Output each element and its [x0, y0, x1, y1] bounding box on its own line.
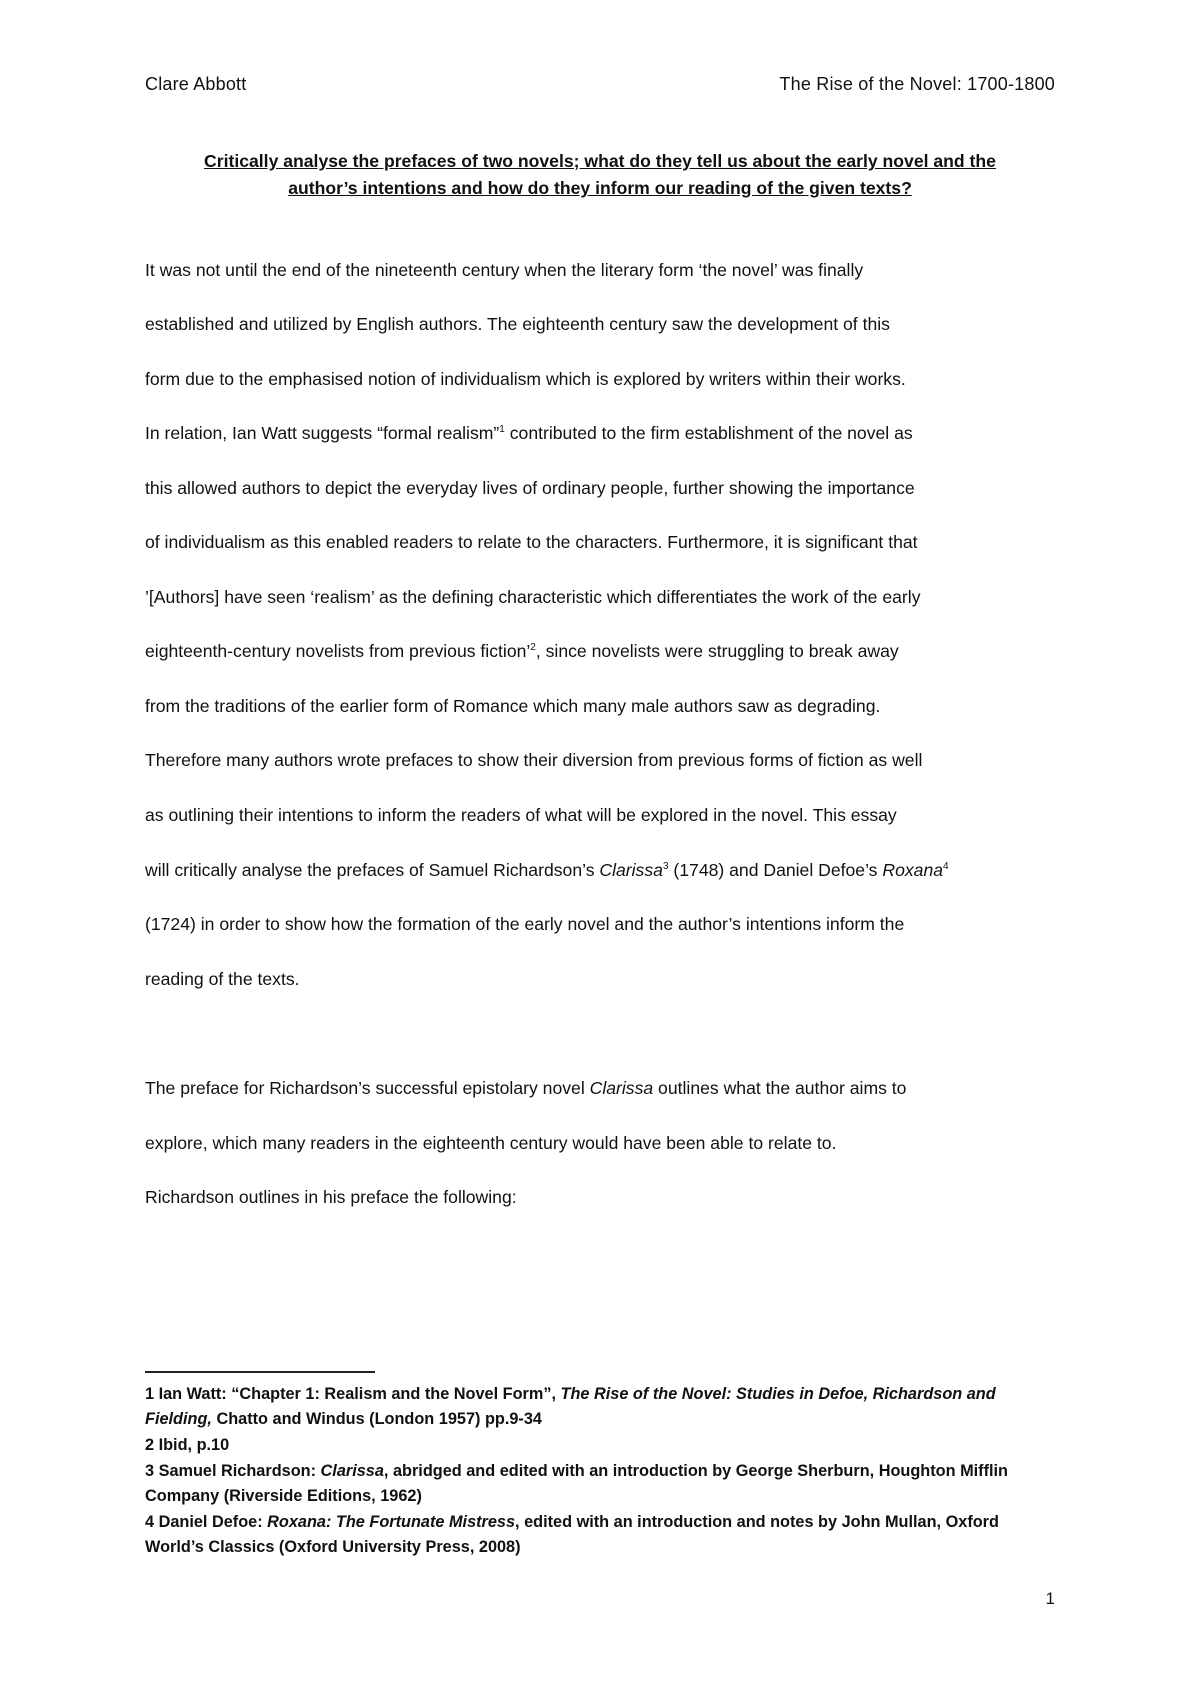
header-course-title: The Rise of the Novel: 1700-1800: [779, 74, 1055, 94]
para2-line-1: [145, 1076, 1065, 1100]
para1-line-8: [145, 639, 1065, 663]
footnote-3-text-a: 3 Samuel Richardson:: [145, 1462, 321, 1480]
para1-line-8-text-a: eighteenth-century novelists from previous fiction’: [145, 641, 531, 661]
para1-line-2: established and utilized by English authors. The eighteenth century saw the development of this: [145, 314, 890, 334]
footnote-4-book-title: Roxana: The Fortunate Mistress: [267, 1513, 516, 1531]
para1-line-12-text-a: will critically analyse the prefaces of Samuel Richardson’s: [145, 860, 600, 880]
footnote-1-line-1: [145, 1383, 1065, 1405]
footnote-4-text-b: , edited with an introduction and notes by John Mullan, Oxford: [515, 1513, 999, 1531]
para2-line-1-text-b: outlines what the author aims to: [653, 1078, 907, 1098]
footnote-separator: [145, 1371, 375, 1373]
essay-title-line-2: author’s intentions and how do they inform our reading of the given texts?: [288, 178, 912, 198]
footnote-ref-4: 4: [943, 861, 949, 873]
para1-line-5: this allowed authors to depict the everyday lives of ordinary people, further showing the importance: [145, 478, 915, 498]
para1-line-8-text-b: , since novelists were struggling to break away: [535, 641, 899, 661]
para1-line-7: ’[Authors] have seen ‘realism’ as the defining characteristic which differentiates the work of the early: [145, 587, 921, 607]
para2-line-3: Richardson outlines in his preface the following:: [145, 1187, 517, 1207]
header-author: Clare Abbott: [145, 74, 247, 94]
para1-line-4-text-a: In relation, Ian Watt suggests “formal realism”: [145, 423, 500, 443]
footnote-3-book-title: Clarissa: [320, 1462, 384, 1480]
footnote-1-book-title: The Rise of the Novel: Studies in Defoe, Richardson and: [560, 1385, 996, 1403]
footnote-4-text-a: 4 Daniel Defoe:: [145, 1513, 268, 1531]
para1-line-4-text-b: contributed to the firm establishment of the novel as: [504, 423, 913, 443]
footnote-1-text-b: Chatto and Windus (London 1957) pp.9-34: [211, 1410, 542, 1428]
para1-line-12: [145, 858, 1065, 882]
para1-line-13: (1724) in order to show how the formation of the early novel and the author’s intentions inform the: [145, 914, 905, 934]
para1-line-1: It was not until the end of the nineteenth century when the literary form ‘the novel’ was finally: [145, 260, 864, 280]
para1-line-10: Therefore many authors wrote prefaces to show their diversion from previous forms of fiction as well: [145, 750, 923, 770]
para2-line-2: explore, which many readers in the eighteenth century would have been able to relate to.: [145, 1133, 837, 1153]
footnote-1-text-a: 1 Ian Watt: “Chapter 1: Realism and the Novel Form”,: [145, 1385, 561, 1403]
para1-line-12-text-b: (1748) and Daniel Defoe’s: [668, 860, 883, 880]
title-clarissa-2: Clarissa: [589, 1078, 654, 1098]
footnote-4-line-2: World’s Classics (Oxford University Press, 2008): [145, 1538, 521, 1556]
footnote-3-text-b: , abridged and edited with an introduction by George Sherburn, Houghton Mifflin: [383, 1462, 1008, 1480]
para2-line-1-text-a: The preface for Richardson’s successful epistolary novel: [145, 1078, 590, 1098]
essay-title-line-1: Critically analyse the prefaces of two novels; what do they tell us about the early novel and the: [204, 151, 996, 171]
footnote-1-line-2: [145, 1408, 1065, 1430]
title-roxana: Roxana: [882, 860, 944, 880]
footnote-ref-1: 1: [499, 424, 505, 436]
para1-line-9: from the traditions of the earlier form of Romance which many male authors saw as degrading.: [145, 696, 881, 716]
para1-line-14: reading of the texts.: [145, 969, 300, 989]
para1-line-3: form due to the emphasised notion of individualism which is explored by writers within their works.: [145, 369, 906, 389]
footnote-3-line-1: [145, 1460, 1065, 1482]
para1-line-6: of individualism as this enabled readers to relate to the characters. Furthermore, it is significant that: [145, 532, 918, 552]
para1-line-4: [145, 421, 1065, 445]
footnote-3-line-2: Company (Riverside Editions, 1962): [145, 1487, 422, 1505]
para1-line-11: as outlining their intentions to inform the readers of what will be explored in the novel. This essay: [145, 805, 897, 825]
footnote-2: 2 Ibid, p.10: [145, 1436, 230, 1454]
footnote-ref-3: 3: [662, 861, 669, 873]
footnote-4-line-1: [145, 1511, 1065, 1533]
title-clarissa: Clarissa: [599, 860, 663, 880]
page-number: 1: [1045, 1589, 1055, 1608]
essay-title: [145, 148, 1055, 202]
footnote-ref-2: 2: [530, 642, 536, 654]
footnote-1-book-title-cont: Fielding,: [145, 1410, 212, 1428]
